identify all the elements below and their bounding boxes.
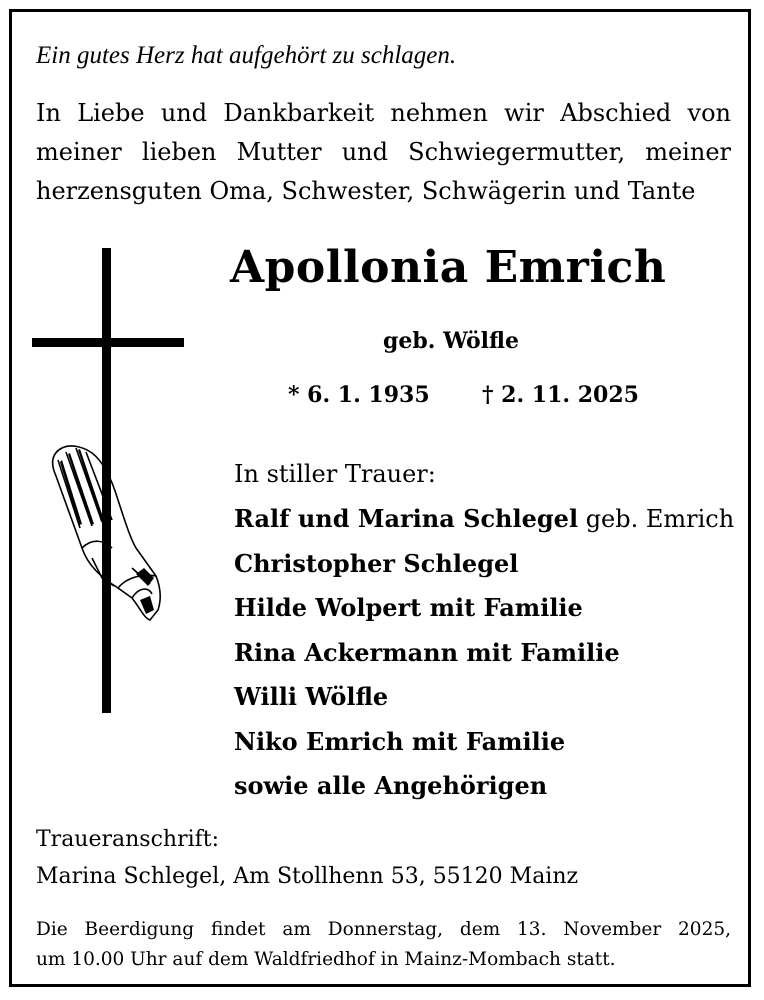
mourners-title: In stiller Trauer: bbox=[234, 460, 436, 488]
mourner-name: Willi Wölfle bbox=[234, 682, 389, 711]
obituary-notice bbox=[9, 9, 751, 987]
deceased-name: Apollonia Emrich bbox=[230, 242, 667, 293]
mourner-item bbox=[234, 764, 734, 809]
mourner-name: Ralf und Marina Schlegel bbox=[234, 504, 579, 533]
funeral-line: Die Beerdigung findet am Donnerstag, dem 13. November 2025, bbox=[36, 919, 731, 940]
funeral-info bbox=[36, 915, 731, 975]
mourner-name: Hilde Wolpert mit Familie bbox=[234, 593, 583, 622]
motto: Ein gutes Herz hat aufgehört zu schlagen. bbox=[36, 42, 457, 69]
address: Marina Schlegel, Am Stollhenn 53, 55120 Mainz bbox=[36, 864, 579, 889]
mourner-name: Niko Emrich mit Familie bbox=[234, 726, 566, 756]
mourners-list bbox=[234, 497, 734, 809]
funeral-line: um 10.00 Uhr auf dem Waldfriedhof in Mainz-Mombach statt. bbox=[36, 949, 616, 970]
intro-text bbox=[36, 94, 731, 211]
death-date: † 2. 11. 2025 bbox=[482, 382, 639, 408]
mourner-name: sowie alle Angehörigen bbox=[234, 771, 548, 800]
mourner-item bbox=[234, 631, 734, 676]
mourner-item bbox=[234, 675, 734, 720]
birth-name: geb. Wölfle bbox=[382, 328, 520, 354]
mourner-name: Christopher Schlegel bbox=[234, 548, 519, 578]
mourner-name: Rina Ackermann mit Familie bbox=[234, 637, 620, 667]
intro-line: In Liebe und Dankbarkeit nehmen wir Abschied von bbox=[36, 99, 731, 127]
cross-icon bbox=[32, 248, 202, 728]
intro-line: meiner lieben Mutter und Schwiegermutter, meiner bbox=[36, 138, 731, 166]
mourner-item bbox=[234, 586, 734, 631]
mourner-suffix: geb. Emrich bbox=[578, 505, 735, 533]
mourner-item bbox=[234, 542, 734, 587]
address-label: Traueranschrift: bbox=[36, 827, 220, 852]
birth-date: * 6. 1. 1935 bbox=[288, 382, 430, 408]
mourner-item bbox=[234, 720, 734, 765]
intro-line: herzensguten Oma, Schwester, Schwägerin und Tante bbox=[36, 177, 696, 205]
mourner-item bbox=[234, 497, 734, 542]
